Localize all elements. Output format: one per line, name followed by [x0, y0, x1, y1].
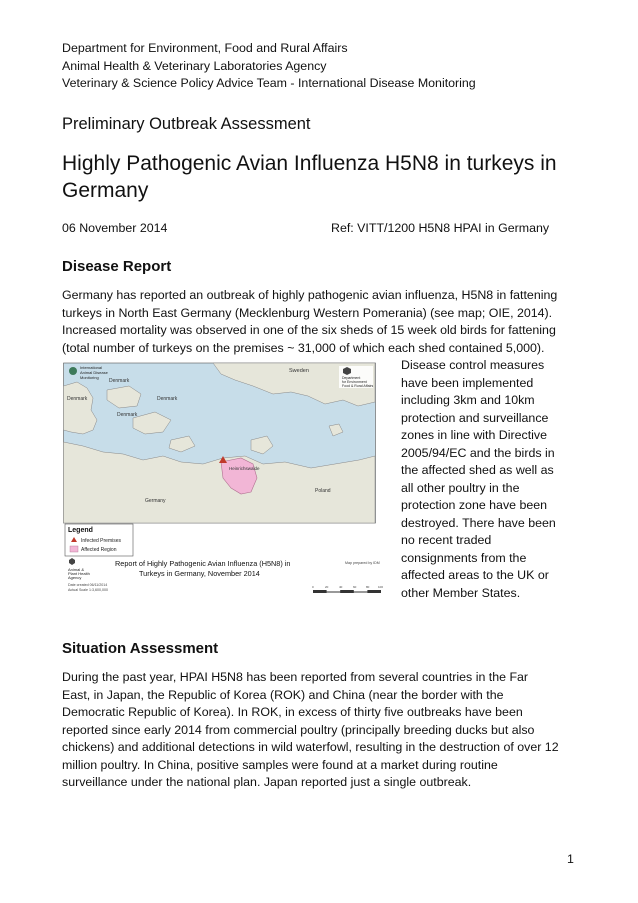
scale-label: 80	[366, 585, 370, 589]
document-header	[62, 40, 476, 93]
outbreak-map	[63, 360, 396, 595]
side-line: 2005/94/EC and the birds in	[401, 445, 555, 460]
map-caption: Turkeys in Germany, November 2014	[139, 569, 260, 578]
disease-report-paragraph	[62, 287, 582, 357]
legend-item: Infected Premises	[81, 538, 122, 544]
paragraph-line: reported since early 2014 from commercial poultry (principally breeding ducks but also	[62, 722, 535, 737]
logo-text: for Environment	[342, 380, 367, 384]
side-line: have been implemented	[401, 375, 534, 390]
header-team: Veterinary & Science Policy Advice Team - International Disease Monitoring	[62, 76, 476, 90]
paragraph-line: turkeys in North East Germany (Mecklenburg Western Pomerania) (see map; OIE, 2014).	[62, 305, 553, 320]
date-ref-line	[62, 221, 562, 235]
scale-bar-segment	[340, 590, 354, 593]
title-line-1: Highly Pathogenic Avian Influenza H5N8 in turkeys in	[62, 152, 557, 175]
document-subtitle: Preliminary Outbreak Assessment	[62, 115, 311, 133]
logo-text: Food & Rural Affairs	[342, 384, 374, 388]
map-scale: Actual Scale 1:3,600,000	[68, 588, 108, 592]
report-date: 06 November 2014	[62, 221, 168, 235]
situation-assessment-paragraph	[62, 669, 582, 792]
map-prepared-by: Map prepared by IDM	[345, 561, 380, 565]
map-date-created: Date created 06/11/2014	[68, 583, 108, 587]
side-line: protection and surveillance	[401, 410, 549, 425]
logo-text: Department	[342, 376, 361, 380]
scale-label: 100	[378, 585, 384, 589]
paragraph-line: million poultry. In China, positive samples were found at a market during routine	[62, 757, 498, 772]
disease-report-heading: Disease Report	[62, 258, 172, 275]
label-denmark: Denmark	[157, 396, 178, 402]
document-title	[62, 150, 582, 204]
defra-logo	[339, 366, 374, 388]
scale-label: 20	[325, 585, 329, 589]
label-site: Heinrichswalde	[229, 466, 260, 471]
legend-title: Legend	[68, 527, 93, 534]
paragraph-line: Germany has reported an outbreak of highly pathogenic avian influenza, H5N8 in fattening	[62, 288, 558, 302]
label-poland: Poland	[315, 488, 331, 494]
scale-bar-segment	[313, 590, 327, 593]
label-germany: Germany	[145, 498, 166, 504]
report-reference: Ref: VITT/1200 H5N8 HPAI in Germany	[331, 221, 550, 235]
paragraph-line: During the past year, HPAI H5N8 has been reported from several countries in the Far	[62, 670, 529, 684]
logo-text: Agency	[68, 575, 82, 580]
header-agency: Animal Health & Veterinary Laboratories Agency	[62, 58, 327, 73]
side-line: no recent traded	[401, 533, 492, 547]
label-denmark: Denmark	[109, 378, 130, 384]
side-line: other Member States.	[401, 585, 521, 600]
control-measures-text	[401, 357, 581, 602]
legend-region-swatch	[70, 546, 78, 552]
paragraph-line: Democratic Republic of Korea). In ROK, in excess of thirty five outbreaks have been	[62, 705, 523, 719]
logo-text: Monitoring	[80, 375, 99, 380]
paragraph-line: (total number of turkeys on the premises ~ 31,000 of which each shed contained 5,000).	[62, 340, 545, 355]
side-line: including 3km and 10km	[401, 393, 535, 407]
paragraph-line: chickens) and additional detections in wild waterfowl, resulting in the destruction of over 12	[62, 740, 559, 754]
header-department: Department for Environment, Food and Rural Affairs	[62, 41, 348, 55]
page-number: 1	[567, 852, 574, 866]
side-line: protection zone have been	[401, 498, 548, 512]
label-denmark: Denmark	[67, 396, 88, 402]
logo-text: Animal Disease	[80, 370, 108, 375]
title-line-2: Germany	[62, 179, 149, 202]
side-line: destroyed. There have been	[401, 515, 556, 530]
side-line: affected areas to the UK or	[401, 568, 549, 582]
paragraph-line: surveillance under the national plan. Japan reported just a single outbreak.	[62, 775, 472, 789]
side-line: zones in line with Directive	[401, 428, 547, 442]
paragraph-line: East, in Japan, the Republic of Korea (ROK) and China (near the border with the	[62, 687, 504, 702]
logo-text: International	[80, 365, 103, 370]
label-sweden: Sweden	[289, 368, 309, 374]
iadm-logo-icon	[69, 367, 77, 375]
scale-label: 40	[339, 585, 343, 589]
map-legend	[65, 524, 133, 556]
legend-item: Affected Region	[81, 547, 117, 553]
paragraph-line: Increased mortality was observed in one of the six sheds of 15 week old birds for fattening	[62, 323, 556, 337]
label-denmark: Denmark	[117, 412, 138, 418]
scale-label: 0	[312, 585, 314, 589]
situation-assessment-heading: Situation Assessment	[62, 640, 219, 657]
side-line: all other poultry in the	[401, 480, 520, 495]
side-line: Disease control measures	[401, 358, 545, 372]
side-line: consignments from the	[401, 550, 527, 565]
scale-bar-segment	[367, 590, 381, 593]
side-line: the affected shed as well as	[401, 463, 554, 477]
scale-label: 60	[353, 585, 357, 589]
logo-text: Animal &	[68, 567, 85, 572]
logo-text: Plant Health	[68, 571, 90, 576]
map-frame	[64, 363, 376, 523]
map-caption: Report of Highly Pathogenic Avian Influenza (H5N8) in	[115, 559, 291, 568]
